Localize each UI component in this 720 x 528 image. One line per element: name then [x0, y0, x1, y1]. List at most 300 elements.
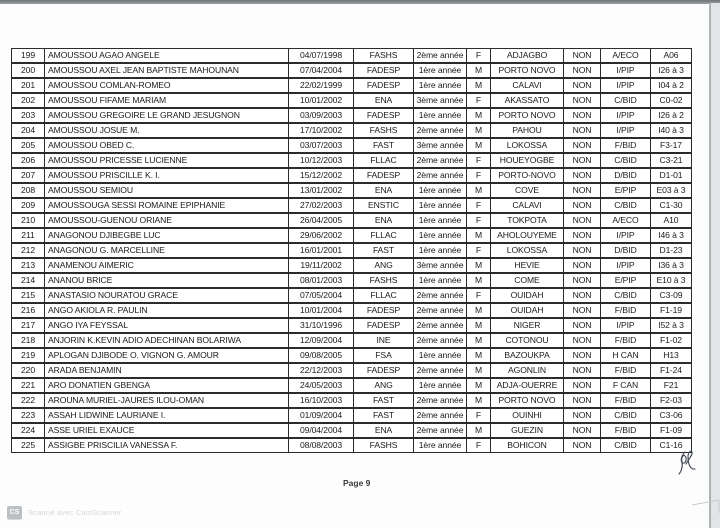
cell-name: AMOUSSOU AXEL JEAN BAPTISTE MAHOUNAN — [45, 64, 289, 77]
cell-no: 201 — [12, 79, 45, 92]
cell-faculty: FAST — [354, 394, 414, 407]
cell-faculty: FASHS — [354, 274, 414, 287]
cell-zone: F/BID — [601, 364, 651, 377]
cell-no: 206 — [12, 154, 45, 167]
cell-name: AMOUSSOU COMLAN-ROMEO — [45, 79, 289, 92]
cell-locality: AHOLOUYEME — [491, 229, 564, 242]
cell-mention: NON — [564, 424, 601, 437]
table-row — [12, 153, 691, 168]
cell-dob: 10/12/2003 — [289, 154, 354, 167]
cell-name: AMOUSSOU AGAO ANGELE — [45, 49, 289, 62]
cell-room: D1-23 — [659, 245, 683, 255]
cell-year: 1ère année — [414, 79, 467, 92]
cell-locality: PORTO-NOVO — [491, 169, 564, 182]
cell-dob: 03/09/2003 — [289, 109, 354, 122]
cell-sex: M — [467, 304, 491, 317]
cell-faculty: FAST — [354, 409, 414, 422]
cell-name: ANGO IYA FEYSSAL — [45, 319, 289, 332]
cell-year: 2ème année — [414, 424, 467, 437]
table-row — [12, 93, 691, 108]
cell-room: C1-16 — [659, 440, 683, 450]
cell-dob: 04/07/1998 — [289, 49, 354, 62]
cell-room: I36 à 3 — [658, 260, 684, 270]
cell-locality: BOHICON — [491, 439, 564, 452]
cell-room: I40 à 3 — [658, 125, 684, 135]
cell-no: 205 — [12, 139, 45, 152]
table-row — [12, 258, 691, 273]
cell-room: I46 à 3 — [658, 230, 684, 240]
cell-room: I26 à 2 — [658, 110, 684, 120]
table-row — [12, 213, 691, 228]
table-row — [12, 273, 691, 288]
cell-mention: NON — [564, 334, 601, 347]
cell-dob: 15/12/2002 — [289, 169, 354, 182]
cell-zone: D/BID — [601, 169, 651, 182]
cell-sex: M — [467, 139, 491, 152]
table-row — [12, 318, 691, 333]
cell-no: 199 — [12, 49, 45, 62]
cell-sex: M — [467, 319, 491, 332]
cell-sex: M — [467, 424, 491, 437]
cell-faculty: FLLAC — [354, 154, 414, 167]
cell-no: 215 — [12, 289, 45, 302]
cell-year: 2ème année — [414, 409, 467, 422]
cell-sex: F — [467, 439, 491, 452]
cell-zone: F/BID — [601, 139, 651, 152]
cell-no: 211 — [12, 229, 45, 242]
cell-name: ASSAH LIDWINE LAURIANE I. — [45, 409, 289, 422]
cell-sex: F — [467, 169, 491, 182]
cell-sex: M — [467, 364, 491, 377]
cell-name: ANAGONOU G. MARCELLINE — [45, 244, 289, 257]
cell-zone: I/PIP — [601, 319, 651, 332]
cell-no: 202 — [12, 94, 45, 107]
cell-room: E10 à 3 — [656, 275, 686, 285]
cell-locality: OUIDAH — [491, 304, 564, 317]
cell-zone: A/ECO — [601, 49, 651, 62]
cell-room: F1-09 — [660, 425, 682, 435]
cell-zone: E/PIP — [601, 184, 651, 197]
cell-room: F3-17 — [660, 140, 682, 150]
cell-faculty: FLLAC — [354, 289, 414, 302]
cell-mention: NON — [564, 49, 601, 62]
cell-dob: 27/02/2003 — [289, 199, 354, 212]
table-row — [12, 288, 691, 303]
cell-room: C3-09 — [659, 290, 683, 300]
cell-sex: F — [467, 154, 491, 167]
cell-zone: C/BID — [601, 154, 651, 167]
cell-no: 214 — [12, 274, 45, 287]
cell-locality: OUIDAH — [491, 289, 564, 302]
table-row — [12, 123, 691, 138]
cell-sex: M — [467, 79, 491, 92]
cell-room: F1-19 — [660, 305, 682, 315]
cell-zone: C/BID — [601, 94, 651, 107]
cell-no: 213 — [12, 259, 45, 272]
cell-faculty: FADESP — [354, 109, 414, 122]
cell-no: 220 — [12, 364, 45, 377]
cell-room: A06 — [663, 50, 679, 60]
cell-year: 1ère année — [414, 199, 467, 212]
cell-zone: I/PIP — [601, 109, 651, 122]
cell-room: C0-02 — [659, 95, 683, 105]
cell-dob: 19/11/2002 — [289, 259, 354, 272]
cell-locality: OUINHI — [491, 409, 564, 422]
table-row — [12, 438, 691, 453]
cell-mention: NON — [564, 289, 601, 302]
cell-room: C3-06 — [659, 410, 683, 420]
cell-room: F1-02 — [660, 335, 682, 345]
cell-year: 2ème année — [414, 289, 467, 302]
cell-name: AMOUSSOU-GUENOU ORIANE — [45, 214, 289, 227]
cell-faculty: FASHS — [354, 49, 414, 62]
cell-dob: 22/12/2003 — [289, 364, 354, 377]
cell-mention: NON — [564, 229, 601, 242]
cell-no: 224 — [12, 424, 45, 437]
cell-dob: 07/05/2004 — [289, 289, 354, 302]
cell-no: 217 — [12, 319, 45, 332]
cell-locality: PORTO NOVO — [491, 64, 564, 77]
table-row — [12, 108, 691, 123]
cell-room: I52 à 3 — [658, 320, 684, 330]
table-row — [12, 333, 691, 348]
cell-name: ANAGONOU DJIBEGBE LUC — [45, 229, 289, 242]
cell-sex: F — [467, 214, 491, 227]
cell-no: 210 — [12, 214, 45, 227]
cell-faculty: FSA — [354, 349, 414, 362]
cell-dob: 13/01/2002 — [289, 184, 354, 197]
cell-locality: COME — [491, 274, 564, 287]
cell-sex: F — [467, 409, 491, 422]
cell-zone: H CAN — [601, 349, 651, 362]
cell-faculty: ENSTIC — [354, 199, 414, 212]
cell-sex: F — [467, 49, 491, 62]
cell-mention: NON — [564, 409, 601, 422]
cell-room: C1-30 — [659, 200, 683, 210]
cell-sex: M — [467, 379, 491, 392]
cell-dob: 16/10/2003 — [289, 394, 354, 407]
table-row — [12, 423, 691, 438]
table-row — [12, 408, 691, 423]
cell-name: ANASTASIO NOURATOU GRACE — [45, 289, 289, 302]
cell-locality: COVE — [491, 184, 564, 197]
cell-no: 203 — [12, 109, 45, 122]
cell-faculty: FASHS — [354, 124, 414, 137]
cell-year: 3ème année — [414, 259, 467, 272]
cell-name: AMOUSSOU JOSUE M. — [45, 124, 289, 137]
cell-room: F1-24 — [660, 365, 682, 375]
cell-zone: F/BID — [601, 334, 651, 347]
cell-faculty: FLLAC — [354, 229, 414, 242]
cell-faculty: FAST — [354, 139, 414, 152]
cell-locality: NIGER — [491, 319, 564, 332]
cell-sex: F — [467, 94, 491, 107]
cell-year: 1ère année — [414, 379, 467, 392]
cell-dob: 22/02/1999 — [289, 79, 354, 92]
cell-no: 207 — [12, 169, 45, 182]
cell-mention: NON — [564, 199, 601, 212]
cell-zone: F/BID — [601, 424, 651, 437]
cell-dob: 03/07/2003 — [289, 139, 354, 152]
cell-room: F2-03 — [660, 395, 682, 405]
cell-name: ASSE URIEL EXAUCE — [45, 424, 289, 437]
cell-mention: NON — [564, 349, 601, 362]
cell-sex: M — [467, 124, 491, 137]
cell-dob: 24/05/2003 — [289, 379, 354, 392]
table-row — [12, 183, 691, 198]
cell-name: AMOUSSOU OBED C. — [45, 139, 289, 152]
cell-locality: PAHOU — [491, 124, 564, 137]
cell-year: 1ère année — [414, 244, 467, 257]
cell-year: 2ème année — [414, 334, 467, 347]
cell-mention: NON — [564, 169, 601, 182]
cell-name: ASSIGBE PRISCILIA VANESSA F. — [45, 439, 289, 452]
cell-sex: M — [467, 274, 491, 287]
cell-room: D1-01 — [659, 170, 683, 180]
cell-name: AMOUSSOU PRISCILLE K. I. — [45, 169, 289, 182]
cell-year: 1ère année — [414, 214, 467, 227]
cell-dob: 01/09/2004 — [289, 409, 354, 422]
cell-name: ANANOU BRICE — [45, 274, 289, 287]
table-row — [12, 363, 691, 378]
cell-name: ARO DONATIEN GBENGA — [45, 379, 289, 392]
cell-sex: M — [467, 184, 491, 197]
table-row — [12, 78, 691, 93]
underlying-page-corner — [690, 496, 720, 514]
cell-zone: I/PIP — [601, 124, 651, 137]
page-number: Page 9 — [343, 478, 371, 488]
cell-name: ANGO AKIOLA R. PAULIN — [45, 304, 289, 317]
table-row — [12, 198, 691, 213]
camscanner-watermark — [7, 506, 122, 519]
cell-dob: 08/01/2003 — [289, 274, 354, 287]
cell-faculty: ENA — [354, 214, 414, 227]
cell-name: AMOUSSOU PRICESSE LUCIENNE — [45, 154, 289, 167]
cell-name: AMOUSSOU GREGOIRE LE GRAND JESUGNON — [45, 109, 289, 122]
cell-year: 2ème année — [414, 49, 467, 62]
cell-faculty: ANG — [354, 259, 414, 272]
cell-no: 225 — [12, 439, 45, 452]
cell-year: 1ère année — [414, 184, 467, 197]
table-row — [12, 393, 691, 408]
cell-zone: C/BID — [601, 289, 651, 302]
cell-no: 222 — [12, 394, 45, 407]
cell-year: 2ème année — [414, 304, 467, 317]
cell-zone: A/ECO — [601, 214, 651, 227]
cell-locality: BAZOUKPA — [491, 349, 564, 362]
cell-faculty: FADESP — [354, 364, 414, 377]
cell-zone: I/PIP — [601, 259, 651, 272]
cell-sex: F — [467, 244, 491, 257]
cell-year: 2ème année — [414, 319, 467, 332]
cell-name: ANJORIN K.KEVIN ADIO ADECHINAN BOLARIWA — [45, 334, 289, 347]
cell-year: 3ème année — [414, 139, 467, 152]
cell-mention: NON — [564, 439, 601, 452]
cell-sex: M — [467, 229, 491, 242]
cell-zone: C/BID — [601, 439, 651, 452]
cell-sex: M — [467, 259, 491, 272]
cell-name: ARADA BENJAMIN — [45, 364, 289, 377]
cell-faculty: FADESP — [354, 319, 414, 332]
cell-name: AMOUSSOU FIFAME MARIAM — [45, 94, 289, 107]
cell-locality: COTONOU — [491, 334, 564, 347]
cell-mention: NON — [564, 304, 601, 317]
cell-locality: LOKOSSA — [491, 244, 564, 257]
cell-zone: C/BID — [601, 199, 651, 212]
cell-locality: HEVIE — [491, 259, 564, 272]
cell-locality: AKASSATO — [491, 94, 564, 107]
cell-sex: M — [467, 109, 491, 122]
cell-name: ANAMENOU AIMERIC — [45, 259, 289, 272]
cell-mention: NON — [564, 259, 601, 272]
table-row — [12, 378, 691, 393]
table-row — [12, 63, 691, 78]
cell-mention: NON — [564, 184, 601, 197]
cell-zone: C/BID — [601, 409, 651, 422]
cell-faculty: FADESP — [354, 79, 414, 92]
cell-dob: 12/09/2004 — [289, 334, 354, 347]
cell-year: 2ème année — [414, 394, 467, 407]
cell-locality: CALAVI — [491, 199, 564, 212]
cell-year: 1ère année — [414, 274, 467, 287]
cell-year: 2ème année — [414, 124, 467, 137]
cell-no: 223 — [12, 409, 45, 422]
cell-sex: M — [467, 64, 491, 77]
table-row — [12, 243, 691, 258]
cell-locality: PORTO NOVO — [491, 394, 564, 407]
cell-locality: CALAVI — [491, 79, 564, 92]
cell-dob: 08/08/2003 — [289, 439, 354, 452]
cell-room: I04 à 2 — [658, 80, 684, 90]
cell-name: APLOGAN DJIBODE O. VIGNON G. AMOUR — [45, 349, 289, 362]
cell-faculty: FADESP — [354, 169, 414, 182]
cell-mention: NON — [564, 109, 601, 122]
scan-top-edge — [0, 0, 720, 4]
cell-no: 212 — [12, 244, 45, 257]
cell-locality: GUEZIN — [491, 424, 564, 437]
cell-dob: 07/04/2004 — [289, 64, 354, 77]
cell-faculty: ANG — [354, 379, 414, 392]
cell-year: 2ème année — [414, 364, 467, 377]
cell-zone: I/PIP — [601, 79, 651, 92]
cell-name: AROUNA MURIEL-JAURES ILOU-OMAN — [45, 394, 289, 407]
cell-year: 1ère année — [414, 229, 467, 242]
cell-mention: NON — [564, 379, 601, 392]
cell-sex: F — [467, 289, 491, 302]
cell-mention: NON — [564, 274, 601, 287]
cell-room: C3-21 — [659, 155, 683, 165]
cell-locality: LOKOSSA — [491, 139, 564, 152]
cell-faculty: ENA — [354, 424, 414, 437]
cell-mention: NON — [564, 154, 601, 167]
cell-year: 2ème année — [414, 154, 467, 167]
cell-dob: 09/08/2005 — [289, 349, 354, 362]
cell-locality: HOUEYOGBE — [491, 154, 564, 167]
table-row — [12, 228, 691, 243]
cell-room: I26 à 3 — [658, 65, 684, 75]
table-row — [12, 138, 691, 153]
cell-faculty: FAST — [354, 244, 414, 257]
cell-year: 1ère année — [414, 109, 467, 122]
camscanner-watermark-text: Scanné avec CamScanner — [28, 508, 122, 517]
cell-room: F21 — [663, 380, 679, 390]
cell-faculty: FASHS — [354, 439, 414, 452]
cell-mention: NON — [564, 214, 601, 227]
cell-dob: 17/10/2002 — [289, 124, 354, 137]
cell-mention: NON — [564, 79, 601, 92]
cell-no: 208 — [12, 184, 45, 197]
cell-sex: M — [467, 394, 491, 407]
cell-faculty: INE — [354, 334, 414, 347]
handwritten-signature-mark — [678, 449, 702, 479]
cell-no: 219 — [12, 349, 45, 362]
cell-year: 1ère année — [414, 64, 467, 77]
cell-mention: NON — [564, 319, 601, 332]
cell-sex: M — [467, 334, 491, 347]
cell-dob: 10/01/2002 — [289, 94, 354, 107]
table-row — [12, 348, 691, 363]
cell-zone: F CAN — [601, 379, 651, 392]
scan-right-page-edge — [709, 3, 720, 528]
table-row — [12, 168, 691, 183]
cell-sex: M — [467, 349, 491, 362]
cell-mention: NON — [564, 244, 601, 257]
cell-mention: NON — [564, 394, 601, 407]
cell-locality: TOKPOTA — [491, 214, 564, 227]
cell-no: 204 — [12, 124, 45, 137]
cell-dob: 16/01/2001 — [289, 244, 354, 257]
cell-zone: I/PIP — [601, 64, 651, 77]
cell-no: 200 — [12, 64, 45, 77]
cell-faculty: ENA — [354, 184, 414, 197]
cell-locality: PORTO NOVO — [491, 109, 564, 122]
cell-zone: E/PIP — [601, 274, 651, 287]
cell-mention: NON — [564, 364, 601, 377]
cell-no: 209 — [12, 199, 45, 212]
cell-dob: 29/06/2002 — [289, 229, 354, 242]
cell-name: AMOUSSOUGA SESSI ROMAINE EPIPHANIE — [45, 199, 289, 212]
cell-dob: 10/01/2004 — [289, 304, 354, 317]
cell-locality: ADJA-OUERRE — [491, 379, 564, 392]
student-table — [11, 48, 692, 453]
cell-no: 216 — [12, 304, 45, 317]
cell-mention: NON — [564, 64, 601, 77]
cell-room: A10 — [663, 215, 679, 225]
cell-zone: D/BID — [601, 244, 651, 257]
cell-room: E03 à 3 — [656, 185, 686, 195]
table-row — [12, 48, 691, 63]
camscanner-logo-icon: CS — [7, 506, 22, 519]
cell-dob: 26/04/2005 — [289, 214, 354, 227]
cell-year: 1ère année — [414, 349, 467, 362]
cell-mention: NON — [564, 124, 601, 137]
cell-sex: F — [467, 199, 491, 212]
cell-locality: AGONLIN — [491, 364, 564, 377]
cell-no: 221 — [12, 379, 45, 392]
cell-dob: 31/10/1996 — [289, 319, 354, 332]
cell-faculty: FADESP — [354, 304, 414, 317]
cell-no: 218 — [12, 334, 45, 347]
cell-faculty: FADESP — [354, 64, 414, 77]
cell-mention: NON — [564, 139, 601, 152]
cell-zone: F/BID — [601, 394, 651, 407]
cell-faculty: ENA — [354, 94, 414, 107]
cell-year: 3ème année — [414, 94, 467, 107]
cell-year: 2ème année — [414, 169, 467, 182]
cell-zone: F/BID — [601, 304, 651, 317]
cell-zone: I/PIP — [601, 229, 651, 242]
cell-locality: ADJAGBO — [491, 49, 564, 62]
